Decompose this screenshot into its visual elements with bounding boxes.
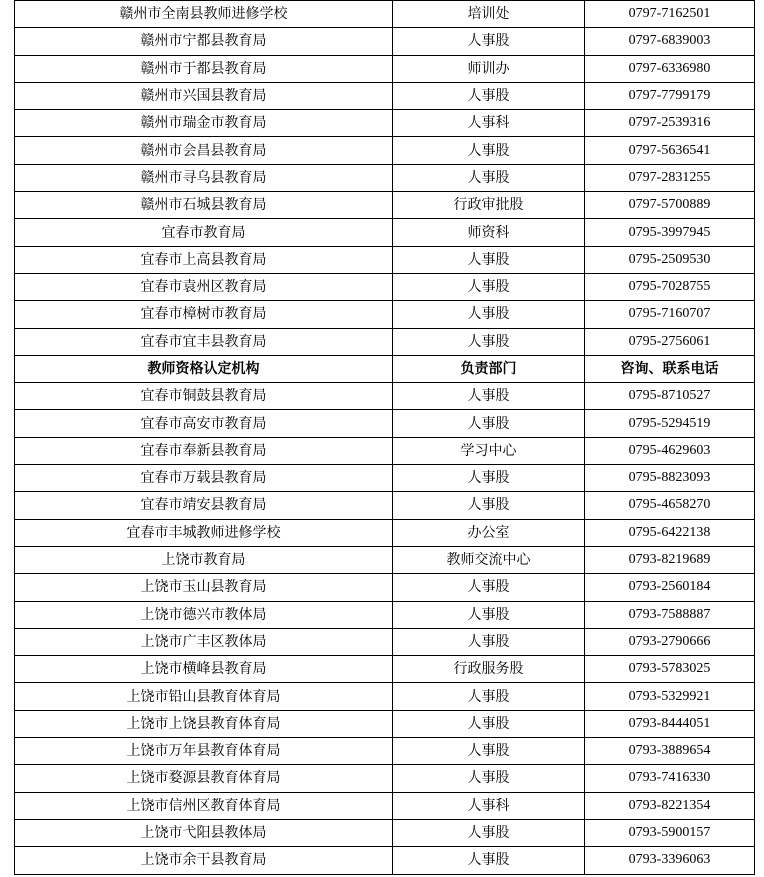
- table-row: [15, 28, 755, 55]
- table-row: [15, 328, 755, 355]
- dept-cell: 人事股: [393, 819, 585, 846]
- dept-cell: 人事股: [393, 328, 585, 355]
- org-cell: 上饶市婺源县教育体育局: [15, 765, 393, 792]
- table-row: [15, 628, 755, 655]
- table-row: [15, 137, 755, 164]
- org-cell: 宜春市铜鼓县教育局: [15, 383, 393, 410]
- dept-cell: 学习中心: [393, 437, 585, 464]
- phone-cell: 0793-8221354: [585, 792, 755, 819]
- table-row: [15, 492, 755, 519]
- org-cell: 赣州市全南县教师进修学校: [15, 1, 393, 28]
- table-row: [15, 219, 755, 246]
- phone-cell: 0795-5294519: [585, 410, 755, 437]
- dept-cell: 教师交流中心: [393, 546, 585, 573]
- org-cell: 上饶市广丰区教体局: [15, 628, 393, 655]
- phone-cell: 0793-2560184: [585, 574, 755, 601]
- table-row: [15, 383, 755, 410]
- table-row: [15, 1, 755, 28]
- table-row: [15, 82, 755, 109]
- org-cell: 上饶市信州区教育体育局: [15, 792, 393, 819]
- header-phone: 咨询、联系电话: [585, 355, 755, 382]
- dept-cell: 人事股: [393, 601, 585, 628]
- phone-cell: 0795-7160707: [585, 301, 755, 328]
- table-row: [15, 847, 755, 874]
- dept-cell: 人事股: [393, 383, 585, 410]
- org-cell: 上饶市德兴市教体局: [15, 601, 393, 628]
- phone-cell: 0795-3997945: [585, 219, 755, 246]
- phone-cell: 0793-7588887: [585, 601, 755, 628]
- table-body-bottom: [15, 383, 755, 874]
- header-dept: 负责部门: [393, 355, 585, 382]
- org-cell: 宜春市袁州区教育局: [15, 273, 393, 300]
- table-row: [15, 273, 755, 300]
- org-cell: 宜春市丰城教师进修学校: [15, 519, 393, 546]
- org-cell: 赣州市宁都县教育局: [15, 28, 393, 55]
- phone-cell: 0797-7162501: [585, 1, 755, 28]
- org-cell: 赣州市瑞金市教育局: [15, 110, 393, 137]
- table-row: [15, 546, 755, 573]
- org-cell: 上饶市弋阳县教体局: [15, 819, 393, 846]
- table-row: [15, 465, 755, 492]
- dept-cell: 人事股: [393, 410, 585, 437]
- org-cell: 上饶市横峰县教育局: [15, 656, 393, 683]
- table-row: [15, 110, 755, 137]
- table-row: [15, 246, 755, 273]
- dept-cell: 人事股: [393, 246, 585, 273]
- phone-cell: 0795-4629603: [585, 437, 755, 464]
- org-cell: 上饶市万年县教育体育局: [15, 738, 393, 765]
- org-cell: 上饶市上饶县教育体育局: [15, 710, 393, 737]
- table-row: [15, 738, 755, 765]
- phone-cell: 0797-7799179: [585, 82, 755, 109]
- phone-cell: 0797-5700889: [585, 192, 755, 219]
- phone-cell: 0793-2790666: [585, 628, 755, 655]
- org-cell: 宜春市宜丰县教育局: [15, 328, 393, 355]
- table-row: [15, 765, 755, 792]
- dept-cell: 人事股: [393, 492, 585, 519]
- dept-cell: 师训办: [393, 55, 585, 82]
- dept-cell: 培训处: [393, 1, 585, 28]
- contact-table: [14, 0, 755, 875]
- org-cell: 上饶市玉山县教育局: [15, 574, 393, 601]
- phone-cell: 0793-7416330: [585, 765, 755, 792]
- phone-cell: 0793-3889654: [585, 738, 755, 765]
- table-row: [15, 55, 755, 82]
- dept-cell: 办公室: [393, 519, 585, 546]
- dept-cell: 人事股: [393, 301, 585, 328]
- dept-cell: 人事股: [393, 164, 585, 191]
- org-cell: 赣州市会昌县教育局: [15, 137, 393, 164]
- phone-cell: 0797-6336980: [585, 55, 755, 82]
- org-cell: 赣州市兴国县教育局: [15, 82, 393, 109]
- phone-cell: 0793-5329921: [585, 683, 755, 710]
- phone-cell: 0793-8444051: [585, 710, 755, 737]
- org-cell: 赣州市于都县教育局: [15, 55, 393, 82]
- table-row: [15, 437, 755, 464]
- dept-cell: 人事股: [393, 82, 585, 109]
- phone-cell: 0795-2756061: [585, 328, 755, 355]
- dept-cell: 人事股: [393, 28, 585, 55]
- table-header-section: [15, 355, 755, 382]
- phone-cell: 0793-5783025: [585, 656, 755, 683]
- table-row: [15, 683, 755, 710]
- org-cell: 宜春市高安市教育局: [15, 410, 393, 437]
- table-row: [15, 301, 755, 328]
- phone-cell: 0795-8823093: [585, 465, 755, 492]
- phone-cell: 0797-2539316: [585, 110, 755, 137]
- table-row: [15, 574, 755, 601]
- dept-cell: 人事股: [393, 628, 585, 655]
- dept-cell: 人事股: [393, 847, 585, 874]
- table-row: [15, 192, 755, 219]
- dept-cell: 师资科: [393, 219, 585, 246]
- table-row: [15, 819, 755, 846]
- table-row: [15, 410, 755, 437]
- phone-cell: 0795-7028755: [585, 273, 755, 300]
- org-cell: 赣州市石城县教育局: [15, 192, 393, 219]
- phone-cell: 0797-2831255: [585, 164, 755, 191]
- dept-cell: 行政审批股: [393, 192, 585, 219]
- phone-cell: 0797-6839003: [585, 28, 755, 55]
- table-row: [15, 164, 755, 191]
- table-row: [15, 519, 755, 546]
- phone-cell: 0793-8219689: [585, 546, 755, 573]
- table-header-row: [15, 355, 755, 382]
- dept-cell: 人事股: [393, 137, 585, 164]
- dept-cell: 人事股: [393, 710, 585, 737]
- org-cell: 赣州市寻乌县教育局: [15, 164, 393, 191]
- org-cell: 上饶市铅山县教育体育局: [15, 683, 393, 710]
- table-row: [15, 792, 755, 819]
- dept-cell: 人事股: [393, 765, 585, 792]
- table-row: [15, 656, 755, 683]
- dept-cell: 人事股: [393, 574, 585, 601]
- table-row: [15, 601, 755, 628]
- phone-cell: 0795-8710527: [585, 383, 755, 410]
- dept-cell: 人事股: [393, 465, 585, 492]
- phone-cell: 0793-3396063: [585, 847, 755, 874]
- phone-cell: 0795-4658270: [585, 492, 755, 519]
- dept-cell: 人事股: [393, 738, 585, 765]
- phone-cell: 0797-5636541: [585, 137, 755, 164]
- org-cell: 上饶市教育局: [15, 546, 393, 573]
- org-cell: 上饶市余干县教育局: [15, 847, 393, 874]
- org-cell: 宜春市上高县教育局: [15, 246, 393, 273]
- dept-cell: 行政服务股: [393, 656, 585, 683]
- phone-cell: 0793-5900157: [585, 819, 755, 846]
- header-org: 教师资格认定机构: [15, 355, 393, 382]
- dept-cell: 人事股: [393, 273, 585, 300]
- org-cell: 宜春市教育局: [15, 219, 393, 246]
- phone-cell: 0795-2509530: [585, 246, 755, 273]
- org-cell: 宜春市樟树市教育局: [15, 301, 393, 328]
- org-cell: 宜春市万载县教育局: [15, 465, 393, 492]
- dept-cell: 人事股: [393, 683, 585, 710]
- table-body-top: [15, 1, 755, 356]
- dept-cell: 人事科: [393, 792, 585, 819]
- phone-cell: 0795-6422138: [585, 519, 755, 546]
- dept-cell: 人事科: [393, 110, 585, 137]
- table-row: [15, 710, 755, 737]
- org-cell: 宜春市奉新县教育局: [15, 437, 393, 464]
- org-cell: 宜春市靖安县教育局: [15, 492, 393, 519]
